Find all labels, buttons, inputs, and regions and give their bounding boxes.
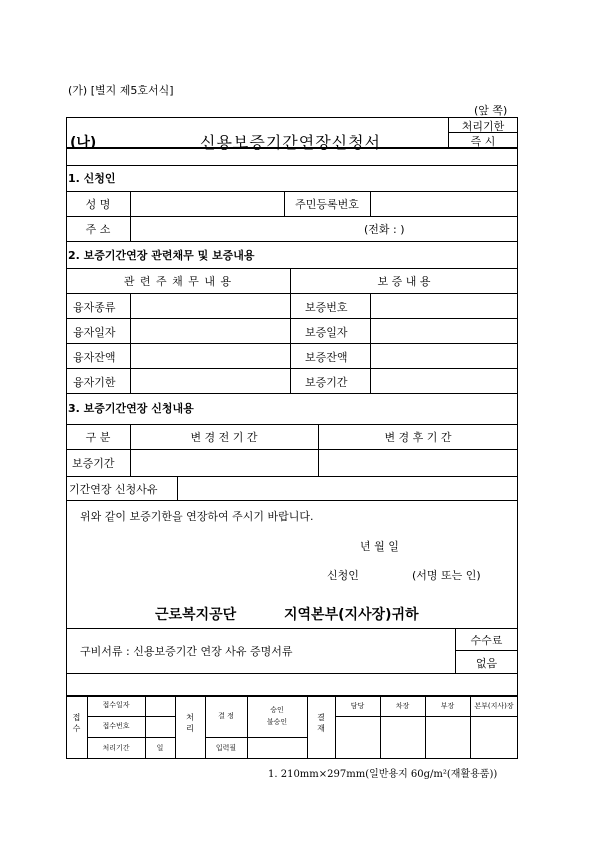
staff-in-charge-label: 담당 <box>350 702 365 710</box>
page-title: 신용보증기간연장신청서 <box>200 133 382 152</box>
receipt-date-label: 접수일자 <box>102 701 130 709</box>
request-statement: 위와 같이 보증기한을 연장하여 주시기 바랍니다. <box>80 510 314 523</box>
guarantee-number-label: 보증번호 <box>305 301 348 314</box>
entry-done-label: 입력필 <box>215 744 237 752</box>
address-label: 주 소 <box>85 223 111 236</box>
manager-label: 부장 <box>440 702 455 710</box>
fee-value: 없음 <box>475 657 498 670</box>
loan-type-label: 융자종류 <box>73 301 116 314</box>
recipient-org: 근로복지공단 <box>155 607 237 623</box>
guarantee-balance-label: 보증잔액 <box>305 351 348 364</box>
form-code: (나) <box>70 135 97 151</box>
loan-date-label: 융자일자 <box>73 326 116 339</box>
guarantee-date-label: 보증일자 <box>305 326 348 339</box>
section3-title: 3. 보증기간연장 신청내용 <box>68 402 194 415</box>
resident-number-label: 주민등록번호 <box>295 198 359 211</box>
guarantee-period-label: 보증기간 <box>305 376 348 389</box>
name-label: 성 명 <box>85 198 111 211</box>
approval-options: 승인 불승인 <box>266 706 288 726</box>
recipient-branch: 지역본부(지사장)귀하 <box>284 607 419 623</box>
fee-label: 수수료 <box>470 634 503 647</box>
guarantee-period-row-label: 보증기간 <box>72 457 115 470</box>
page-side-label: (앞 쪽) <box>474 104 508 117</box>
division-header: 구 분 <box>85 431 111 444</box>
phone-label: (전화 : ) <box>364 223 405 236</box>
processing-period-label: 처리기간 <box>102 744 130 752</box>
day-label: 일 <box>156 744 164 752</box>
guarantee-header: 보 증 내 용 <box>377 275 431 288</box>
signature-label: (서명 또는 인) <box>412 569 481 582</box>
related-debt-header: 관 련 주 채 무 내 용 <box>123 275 233 288</box>
after-period-header: 변 경 후 기 간 <box>384 431 452 444</box>
receipt-label: 접 수 <box>72 713 81 733</box>
receipt-number-label: 접수번호 <box>102 722 130 730</box>
required-documents: 구비서류 : 신용보증기간 연장 사유 증명서류 <box>80 645 293 658</box>
applicant-label: 신청인 <box>327 569 359 582</box>
form-label: (가) [별지 제5호서식] <box>68 84 174 97</box>
decision-label: 결 정 <box>218 712 234 720</box>
branch-head-label: 본부(지사)장 <box>474 702 514 710</box>
paper-spec: 1. 210mm×297mm(일반용지 60g/m²(재활용품)) <box>268 769 498 780</box>
deputy-manager-label: 차장 <box>395 702 410 710</box>
processing-deadline-value: 즉 시 <box>470 135 496 148</box>
loan-term-label: 융자기한 <box>73 376 116 389</box>
section1-title: 1. 신청인 <box>68 172 116 185</box>
date-line: 년 월 일 <box>360 540 399 553</box>
extension-reason-label: 기간연장 신청사유 <box>69 483 158 496</box>
processing-label: 처 리 <box>186 713 194 733</box>
before-period-header: 변 경 전 기 간 <box>190 431 258 444</box>
approval-label: 결 재 <box>317 713 325 733</box>
loan-balance-label: 융자잔액 <box>73 351 116 364</box>
section2-title: 2. 보증기간연장 관련채무 및 보증내용 <box>68 249 255 262</box>
processing-deadline-header: 처리기한 <box>461 120 505 133</box>
